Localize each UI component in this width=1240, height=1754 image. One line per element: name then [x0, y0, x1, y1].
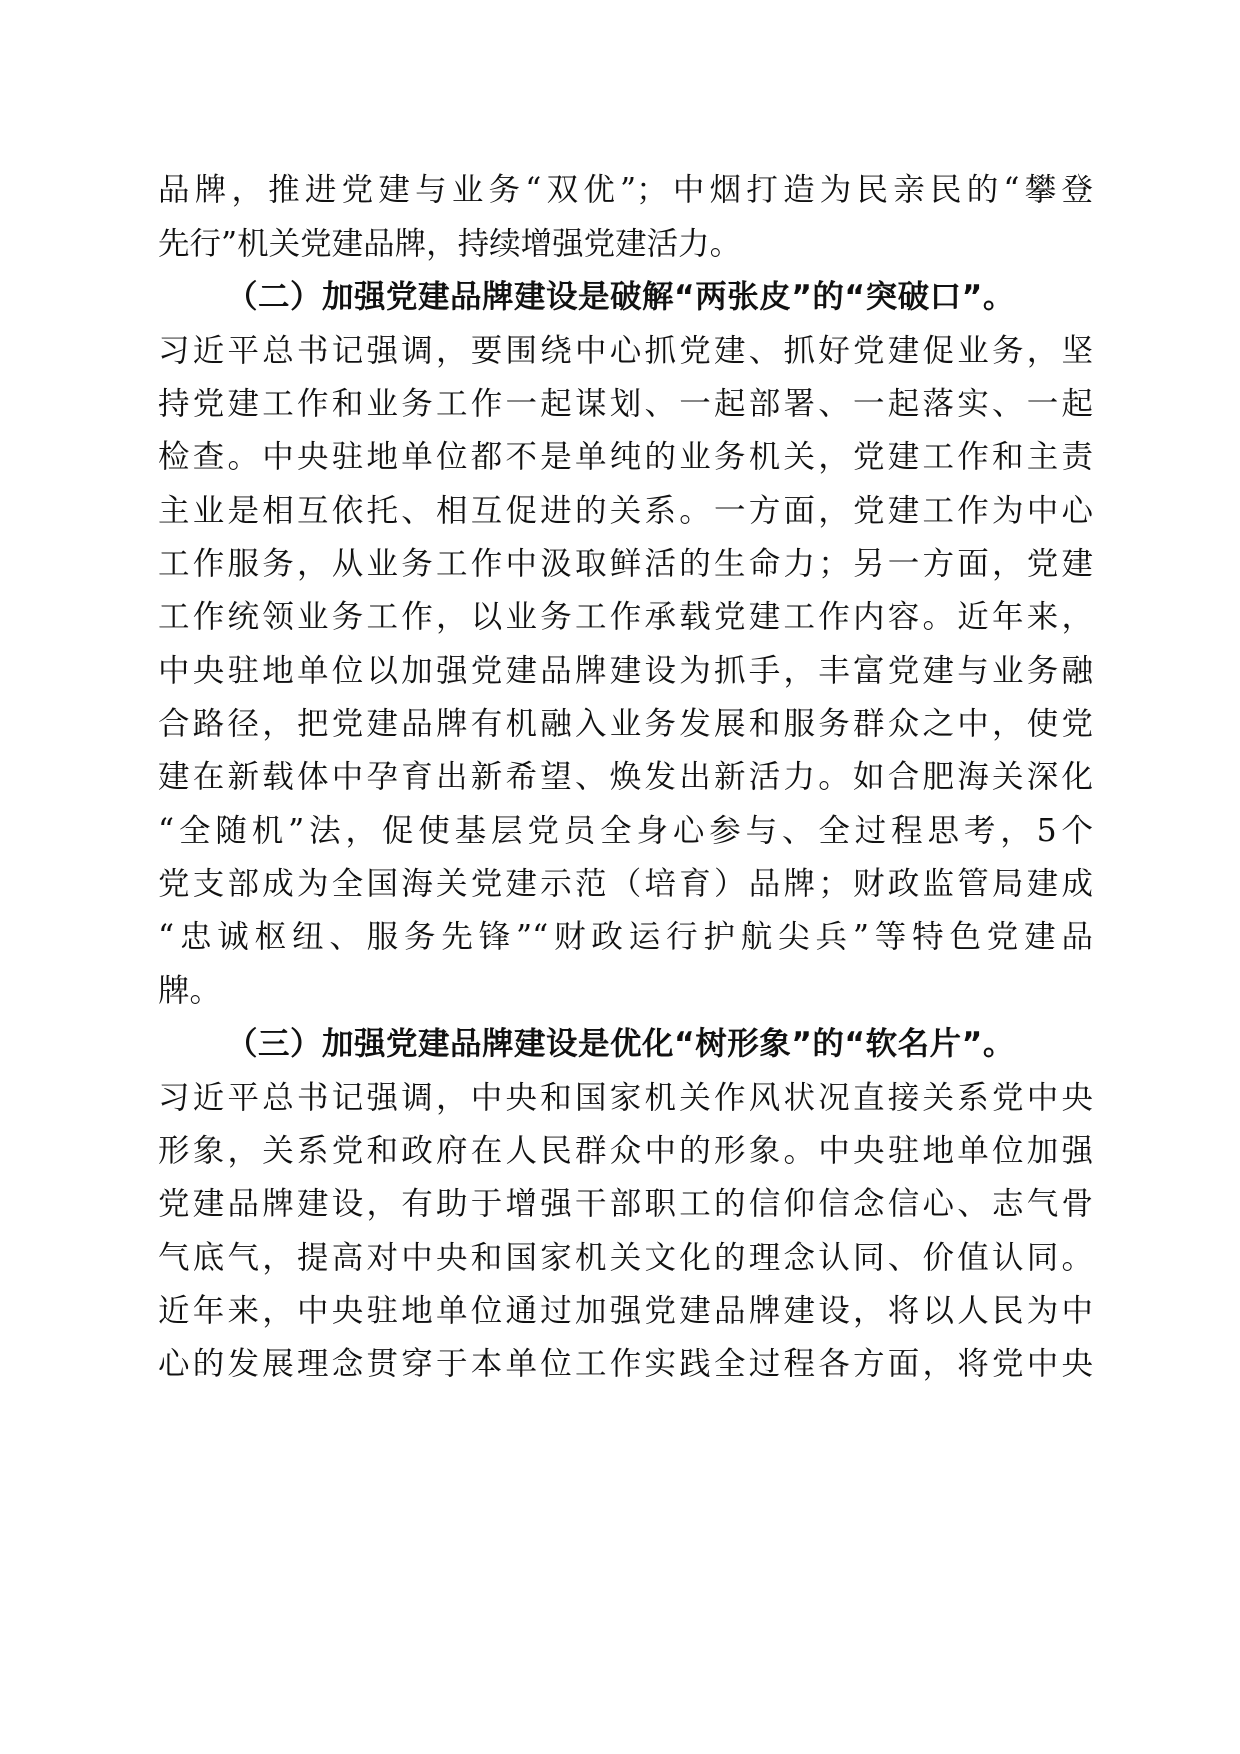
- body-text-line: 近年来，中央驻地单位通过加强党建品牌建设，将以人民为中: [158, 1293, 1093, 1329]
- body-text-line: 建在新载体中孕育出新希望、焕发出新活力。如合肥海关深化: [158, 759, 1093, 795]
- body-text-line: “全随机”法，促使基层党员全身心参与、全过程思考，5个: [158, 813, 1093, 849]
- body-text-line: 习近平总书记强调，中央和国家机关作风状况直接关系党中央: [158, 1080, 1093, 1116]
- body-text-line: 持党建工作和业务工作一起谋划、一起部署、一起落实、一起: [158, 386, 1093, 422]
- body-text-line: 工作统领业务工作，以业务工作承载党建工作内容。近年来，: [158, 599, 1093, 635]
- body-text-line: 合路径，把党建品牌有机融入业务发展和服务群众之中，使党: [158, 706, 1093, 742]
- body-text-line: 形象，关系党和政府在人民群众中的形象。中央驻地单位加强: [158, 1133, 1093, 1169]
- body-text-line: 中央驻地单位以加强党建品牌建设为抓手，丰富党建与业务融: [158, 653, 1093, 689]
- body-text-line: 习近平总书记强调，要围绕中心抓党建、抓好党建促业务，坚: [158, 333, 1093, 369]
- body-text-line: 气底气，提高对中央和国家机关文化的理念认同、价值认同。: [158, 1240, 1093, 1276]
- body-text-line: 品牌，推进党建与业务“双优”；中烟打造为民亲民的“攀登: [158, 172, 1093, 208]
- body-text-line: 检查。中央驻地单位都不是单纯的业务机关，党建工作和主责: [158, 439, 1093, 475]
- section-heading: （二）加强党建品牌建设是破解“两张皮”的“突破口”。: [226, 279, 1015, 315]
- body-text-line: 工作服务，从业务工作中汲取鲜活的生命力；另一方面，党建: [158, 546, 1093, 582]
- body-text-line: 党支部成为全国海关党建示范（培育）品牌；财政监管局建成: [158, 866, 1093, 902]
- body-text-line: “忠诚枢纽、服务先锋”“财政运行护航尖兵”等特色党建品: [158, 919, 1093, 955]
- body-text-line: 牌。: [158, 973, 222, 1009]
- body-text-line: 主业是相互依托、相互促进的关系。一方面，党建工作为中心: [158, 493, 1093, 529]
- body-text-line: 党建品牌建设，有助于增强干部职工的信仰信念信心、志气骨: [158, 1186, 1093, 1222]
- section-heading: （三）加强党建品牌建设是优化“树形象”的“软名片”。: [226, 1026, 1015, 1062]
- body-text-line: 先行”机关党建品牌，持续增强党建活力。: [158, 226, 742, 262]
- body-text-line: 心的发展理念贯穿于本单位工作实践全过程各方面，将党中央: [158, 1346, 1093, 1382]
